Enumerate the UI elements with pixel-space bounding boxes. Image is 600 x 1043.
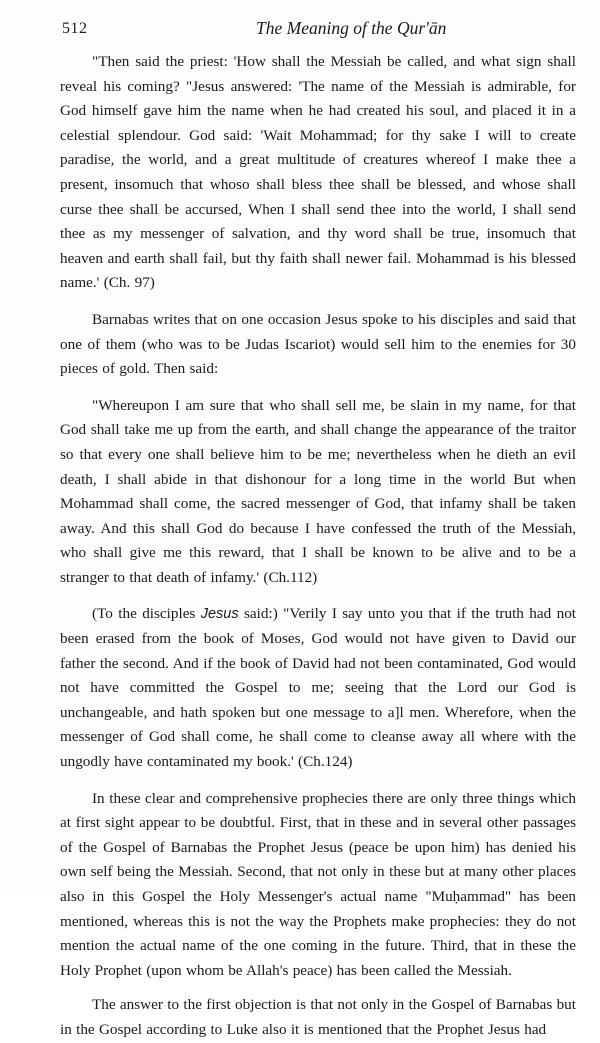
page-number: 512 (62, 20, 88, 37)
quote-paragraph-ch124 (60, 602, 576, 774)
running-title: The Meaning of the Qur'ān (256, 18, 447, 38)
narrative-paragraph-judas: Barnabas writes that on one occasion Jesus spoke to his disciples and said that one of them (who was to be Judas Iscariot) would sell him to the enemies for 30 pieces of gold. Then said: (60, 310, 576, 378)
paragraph-body: said:) "Verily I say unto you that if the truth had not been erased from the book of Moses, God would not have given to David our father the second. And if the book of David had not been contaminated, God would not have committed the Gospel to me; seeing that the Lord our God is unchangeable, and hath spoken but one message to a]l men. Wherefore, when the messenger of God shall come, he shall come to cleanse away all where with the ungodly have contaminated my book.' (Ch.124) (60, 605, 577, 771)
answer-paragraph: The answer to the first objection is that not only in the Gospel of Barnabas but in the Gospel according to Luke also it is mentioned that the Prophet Jesus had (60, 996, 576, 1038)
quote-paragraph-ch112: "Whereupon I am sure that who shall sell me, be slain in my name, for that God shall take me up from the earth, and shall change the appearance of the traitor so that every one shall believe him to be me; nevertheless when he dieth an evil death, I shall abide in that dishonour for a long time in the world But when Mohammad shall come, the sacred messenger of God, that infamy shall be taken away. And this shall God do because I have confessed the truth of the Messiah, who shall give me this reward, that I shall be known to be alive and to be a stranger to that death of infamy.' (Ch.112) (60, 396, 576, 586)
body-text (60, 50, 576, 1043)
quote-paragraph-ch97: "Then said the priest: 'How shall the Messiah be called, and what sign shall reveal his coming? "Jesus answered: 'The name of the Messiah is admirable, for God himself gave him the name when he had created his soul, and placed it in a celestial splendour. God said: 'Wait Mohammad; for thy sake I will to create paradise, the world, and a great multitude of creatures whereof I make thee a present, insomuch that whoso shall bless thee shall be blessed, and whose shall curse thee shall be accursed, When I shall send thee into the world, I shall send thee as my messenger of salvation, and thy word shall be true, insomuch that heaven and earth shall fail, but thy faith shall newer fail. Mohammad is his blessed name.' (Ch. 97) (60, 53, 576, 292)
analysis-paragraph: In these clear and comprehensive prophecies there are only three things which at first sight appear to be doubtful. First, that in these and in several other passages of the Gospel of Barnabas the Prophet Jesus (peace be upon him) has denied his own self being the Messiah. Second, that not only in these but at many other places also in this Gospel the Holy Messenger's actual name "Muḥammad" has been mentioned, whereas this is not the way the Prophets make prophecies: they do not mention the actual name of the one coming in the future. Third, that in these the Holy Prophet (upon whom be Allah's peace) has been called the Messiah. (60, 789, 576, 979)
page-header (56, 18, 576, 42)
speaker-name: Jesus (200, 606, 239, 623)
paragraph-prefix: (To the disciples (92, 605, 201, 623)
